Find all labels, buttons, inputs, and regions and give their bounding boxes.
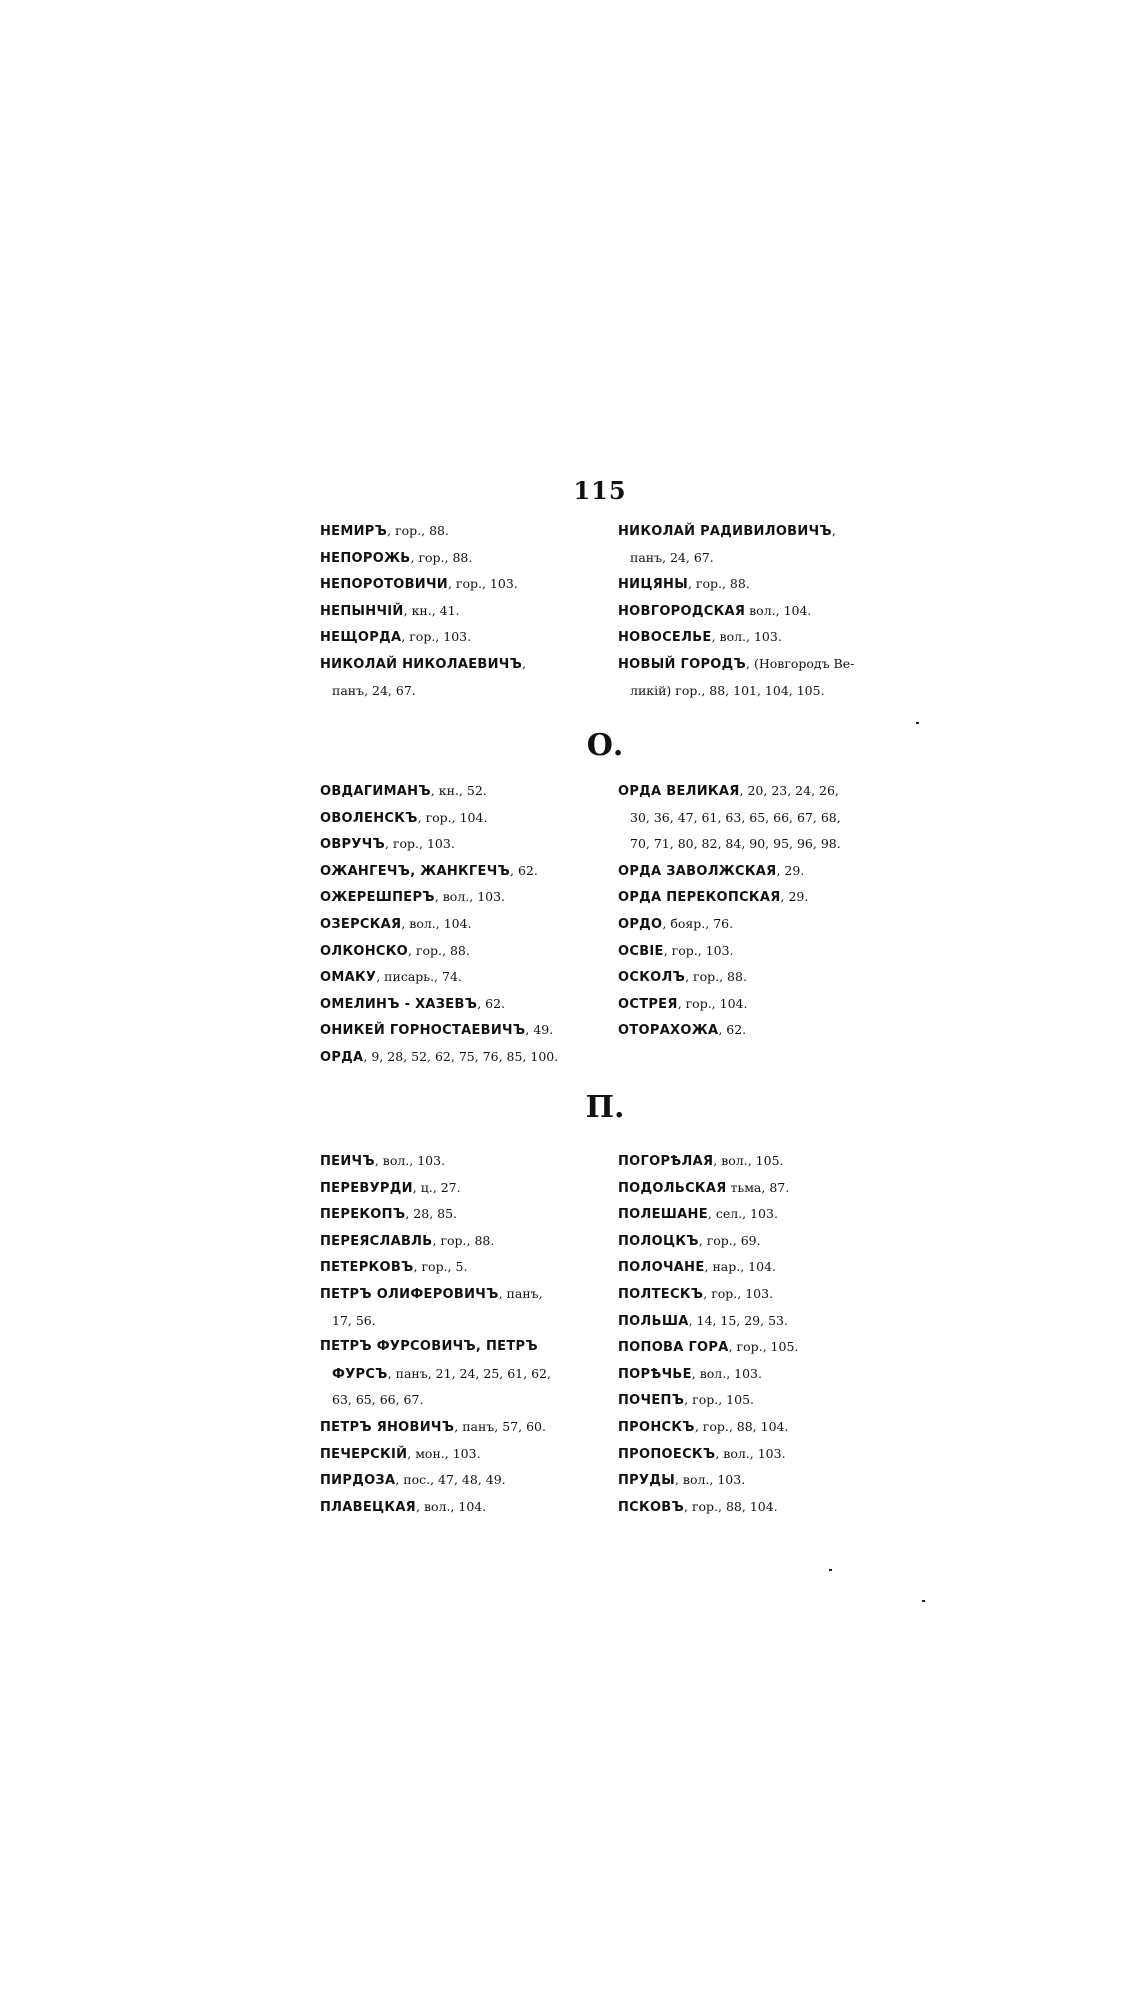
index-entry — [320, 884, 610, 911]
entry-references: , 62. — [718, 1022, 747, 1038]
entry-references: 17, 56. — [332, 1312, 376, 1328]
entry-references: , гор., 88. — [685, 969, 747, 985]
index-section-n — [320, 518, 920, 708]
index-entry — [320, 858, 610, 885]
page-number: 115 — [573, 476, 627, 505]
entry-references: тьма, 87. — [726, 1179, 790, 1195]
index-entry — [320, 518, 610, 545]
entry-references: вол., 104. — [745, 602, 812, 618]
entry-references: , панъ, 21, 24, 25, 61, 62, — [387, 1365, 551, 1381]
entry-references: , ц., 27. — [412, 1179, 461, 1195]
index-entry — [320, 938, 610, 965]
index-entry — [320, 1281, 610, 1308]
entry-headword: ОРДО — [618, 916, 663, 932]
index-entry — [618, 1017, 918, 1044]
entry-headword: НИЦЯНЫ — [618, 577, 688, 593]
entry-references: , вол., 104. — [416, 1498, 487, 1514]
index-entry — [618, 938, 918, 965]
entry-headword: ОНИКЕЙ ГОРНОСТАЕВИЧЪ — [320, 1023, 526, 1039]
entry-headword: ОЛКОНСКО — [320, 943, 409, 959]
index-entry — [618, 598, 918, 625]
entry-references: ликій) гор., 88, 101, 104, 105. — [630, 682, 825, 698]
index-column-right — [618, 778, 918, 1044]
index-entry — [320, 1175, 610, 1202]
entry-headword: ПИРДОЗА — [320, 1473, 396, 1489]
entry-headword: НЕПОРОЖЬ — [320, 550, 411, 566]
index-column-left — [320, 778, 610, 1071]
index-entry — [618, 1441, 918, 1468]
entry-headword: НОВГОРОДСКАЯ — [618, 603, 746, 619]
entry-headword: НЕПОРОТОВИЧИ — [320, 577, 448, 593]
index-entry — [320, 778, 610, 805]
index-entry — [618, 518, 918, 545]
index-entry — [618, 1334, 918, 1361]
entry-headword: НИКОЛАЙ РАДИВИЛОВИЧЪ — [618, 524, 832, 539]
entry-headword: ОСКОЛЪ — [618, 970, 686, 986]
entry-headword: ОРДА ПЕРЕКОПСКАЯ — [618, 890, 781, 906]
entry-headword: ПЕИЧЪ — [320, 1154, 375, 1169]
entry-headword: НЕПЫНЧІЙ — [320, 603, 404, 619]
entry-references: , вол., 104. — [401, 915, 472, 931]
index-entry-continuation — [320, 678, 610, 705]
entry-references: , вол., 103. — [691, 1365, 762, 1381]
entry-headword: ОМАКУ — [320, 970, 377, 986]
entry-headword: ПЕРЕВУРДИ — [320, 1180, 413, 1196]
entry-headword: ПЕТРЪ ФУРСОВИЧЪ, ПЕТРЪ — [320, 1339, 538, 1355]
entry-references: , 62. — [510, 862, 538, 878]
index-entry — [618, 624, 918, 651]
entry-references: панъ, 24, 67. — [332, 682, 416, 698]
entry-headword: ПОДОЛЬСКАЯ — [618, 1180, 727, 1196]
index-entry — [618, 778, 918, 805]
index-entry — [320, 545, 610, 572]
entry-references: , — [831, 523, 836, 538]
scan-speck — [922, 1600, 925, 1602]
entry-references: , гор., 103. — [447, 576, 518, 592]
index-entry — [618, 1201, 918, 1228]
index-section-o — [320, 778, 920, 1078]
entry-references: , кн., 52. — [430, 783, 487, 798]
entry-references: , 29. — [776, 862, 805, 878]
index-entry — [320, 598, 610, 625]
entry-headword: НОВОСЕЛЬЕ — [618, 630, 712, 646]
entry-references: , (Новгородъ Ве- — [746, 655, 855, 671]
index-entry — [320, 911, 610, 938]
entry-references: , 20, 23, 24, 26, — [739, 783, 839, 798]
entry-headword: ПОЛТЕСКЪ — [618, 1286, 704, 1302]
entry-headword: ПОЛЬША — [618, 1313, 689, 1329]
entry-references: , мон., 103. — [407, 1445, 481, 1461]
entry-headword: ОМЕЛИНЪ - ХАЗЕВЪ — [320, 996, 478, 1012]
entry-references: , писарь., 74. — [376, 969, 462, 985]
entry-references: , панъ, — [498, 1285, 543, 1301]
index-entry — [618, 1467, 918, 1494]
entry-headword: ПЕЧЕРСКІЙ — [320, 1446, 408, 1462]
entry-references: , вол., 103. — [711, 629, 782, 645]
index-entry-continuation — [320, 1308, 610, 1335]
entry-headword: ПОРѢЧЬЕ — [618, 1366, 692, 1382]
entry-headword: ПЕТРЪ ЯНОВИЧЪ — [320, 1419, 455, 1435]
entry-references: , 49. — [525, 1022, 554, 1038]
index-entry — [618, 571, 918, 598]
index-entry — [320, 1017, 610, 1044]
index-entry — [618, 1148, 918, 1175]
entry-references: , вол., 103. — [715, 1445, 786, 1461]
entry-references: , сел., 103. — [707, 1206, 778, 1222]
index-entry-continuation — [618, 678, 918, 705]
letter-heading-p: П. — [585, 1090, 625, 1125]
index-entry — [320, 991, 610, 1018]
entry-headword: ОЖАНГЕЧЪ, ЖАНКГЕЧЪ — [320, 863, 511, 879]
index-column-left — [320, 518, 610, 704]
entry-headword: ПОЛОЦКЪ — [618, 1233, 699, 1249]
entry-headword: ОВДАГИМАНЪ — [320, 784, 431, 799]
entry-references: , 29. — [780, 889, 809, 905]
index-entry — [320, 571, 610, 598]
entry-headword: ОСТРЕЯ — [618, 996, 678, 1012]
index-column-right — [618, 1148, 918, 1520]
entry-references: , кн., 41. — [403, 602, 460, 618]
entry-references: , гор., 104. — [417, 809, 488, 825]
index-entry — [320, 1467, 610, 1494]
entry-headword: ОЖЕРЕШПЕРЪ — [320, 890, 435, 906]
index-section-p — [320, 1148, 920, 1528]
entry-headword: НЕМИРЪ — [320, 524, 388, 539]
entry-references: , нар., 104. — [704, 1259, 776, 1275]
entry-headword: ОТОРАХОЖА — [618, 1023, 719, 1039]
entry-headword: НЕЩОРДА — [320, 630, 402, 646]
entry-references: , 14, 15, 29, 53. — [688, 1312, 788, 1328]
entry-references: , 28, 85. — [405, 1206, 458, 1222]
index-entry — [320, 1254, 610, 1281]
index-entry — [320, 1334, 610, 1361]
index-entry — [618, 1228, 918, 1255]
entry-headword: ОСВІЕ — [618, 943, 664, 959]
index-entry — [320, 1201, 610, 1228]
entry-headword: ПОГОРѢЛАЯ — [618, 1154, 714, 1169]
index-entry — [618, 1175, 918, 1202]
entry-references: , гор., 103. — [663, 942, 734, 958]
index-column-left — [320, 1148, 610, 1520]
entry-references: , гор., 69. — [698, 1232, 761, 1248]
entry-headword: ОЗЕРСКАЯ — [320, 916, 402, 932]
index-entry-continuation — [320, 1387, 610, 1414]
entry-references: , — [522, 655, 527, 671]
index-entry — [618, 1414, 918, 1441]
index-entry-continuation — [618, 831, 918, 858]
index-entry — [618, 911, 918, 938]
entry-references: , гор., 88. — [432, 1232, 495, 1248]
index-entry — [618, 1387, 918, 1414]
entry-references: 63, 65, 66, 67. — [332, 1392, 424, 1408]
entry-headword: ПРОПОЕСКЪ — [618, 1446, 716, 1462]
entry-references: , вол., 103. — [674, 1472, 746, 1488]
entry-references: панъ, 24, 67. — [630, 549, 714, 565]
index-entry — [320, 1044, 610, 1071]
entry-references: , гор., 103. — [385, 836, 455, 852]
index-entry — [618, 1308, 918, 1335]
entry-references: , гор., 105. — [728, 1339, 799, 1355]
entry-references: , гор., 88. — [410, 549, 473, 565]
entry-references: , гор., 104. — [677, 995, 748, 1011]
index-entry — [320, 1414, 610, 1441]
entry-references: , гор., 88. — [387, 523, 449, 538]
entry-references: , гор., 88. — [408, 942, 470, 958]
scan-speck — [829, 1569, 832, 1571]
entry-headword: ОРДА ВЕЛИКАЯ — [618, 784, 740, 799]
entry-references: , пос., 47, 48, 49. — [395, 1472, 506, 1488]
entry-references: , вол., 105. — [713, 1153, 784, 1168]
index-entry — [618, 1494, 918, 1521]
entry-references: , бояр., 76. — [662, 915, 734, 931]
entry-references: , гор., 88, 104. — [694, 1418, 789, 1434]
entry-references: , гор., 103. — [401, 629, 472, 645]
scan-speck — [916, 722, 919, 724]
index-entry — [618, 651, 918, 678]
entry-headword: ПСКОВЪ — [618, 1499, 685, 1515]
index-entry-continuation — [618, 545, 918, 572]
index-entry — [320, 1148, 610, 1175]
entry-references: 30, 36, 47, 61, 63, 65, 66, 67, 68, — [630, 809, 841, 825]
entry-headword: ПЛАВЕЦКАЯ — [320, 1499, 416, 1515]
entry-headword: ПОПОВА ГОРА — [618, 1340, 729, 1356]
entry-references: 70, 71, 80, 82, 84, 90, 95, 96, 98. — [630, 836, 841, 852]
entry-headword: ПРУДЫ — [618, 1473, 675, 1489]
index-entry — [618, 991, 918, 1018]
entry-references: , 62. — [477, 995, 506, 1011]
entry-references: , гор., 88, 104. — [684, 1498, 778, 1514]
letter-heading-o: О. — [586, 728, 624, 763]
entry-references: , вол., 103. — [434, 889, 506, 905]
entry-headword: ПЕРЕЯСЛАВЛЬ — [320, 1233, 433, 1249]
entry-headword: ОВОЛЕНСКЪ — [320, 810, 418, 826]
entry-headword: ПОЛОЧАНЕ — [618, 1260, 705, 1276]
index-entry — [618, 858, 918, 885]
entry-headword: НОВЫЙ ГОРОДЪ — [618, 656, 747, 672]
index-entry — [320, 1228, 610, 1255]
index-entry — [320, 964, 610, 991]
entry-headword: ОВРУЧЪ — [320, 837, 386, 853]
index-entry — [618, 884, 918, 911]
entry-references: , панъ, 57, 60. — [454, 1418, 546, 1434]
entry-headword: ПОЛЕШАНЕ — [618, 1207, 708, 1223]
index-entry — [320, 831, 610, 858]
index-entry-continuation — [320, 1361, 610, 1388]
entry-headword: ПЕТЕРКОВЪ — [320, 1260, 414, 1276]
index-entry — [320, 1494, 610, 1521]
entry-references: , вол., 103. — [374, 1153, 446, 1168]
entry-references: , гор., 5. — [413, 1259, 468, 1275]
index-column-right — [618, 518, 918, 704]
index-entry-continuation — [618, 805, 918, 832]
entry-headword: ПЕТРЪ ОЛИФЕРОВИЧЪ — [320, 1286, 499, 1302]
entry-headword: ФУРСЪ — [332, 1366, 388, 1382]
index-entry — [320, 805, 610, 832]
entry-references: , гор., 103. — [703, 1285, 774, 1301]
index-entry — [618, 1361, 918, 1388]
entry-references: , 9, 28, 52, 62, 75, 76, 85, 100. — [363, 1048, 559, 1064]
index-entry — [320, 624, 610, 651]
index-entry — [320, 651, 610, 678]
entry-headword: НИКОЛАЙ НИКОЛАЕВИЧЪ — [320, 656, 523, 672]
entry-headword: ПОЧЕПЪ — [618, 1393, 685, 1409]
entry-headword: ОРДА — [320, 1049, 364, 1065]
entry-references: , гор., 105. — [684, 1392, 754, 1408]
entry-headword: ПЕРЕКОПЪ — [320, 1207, 406, 1223]
index-entry — [320, 1441, 610, 1468]
index-entry — [618, 964, 918, 991]
entry-headword: ОРДА ЗАВОЛЖСКАЯ — [618, 863, 777, 879]
entry-headword: ПРОНСКЪ — [618, 1419, 695, 1435]
index-entry — [618, 1281, 918, 1308]
index-entry — [618, 1254, 918, 1281]
entry-references: , гор., 88. — [687, 576, 750, 592]
